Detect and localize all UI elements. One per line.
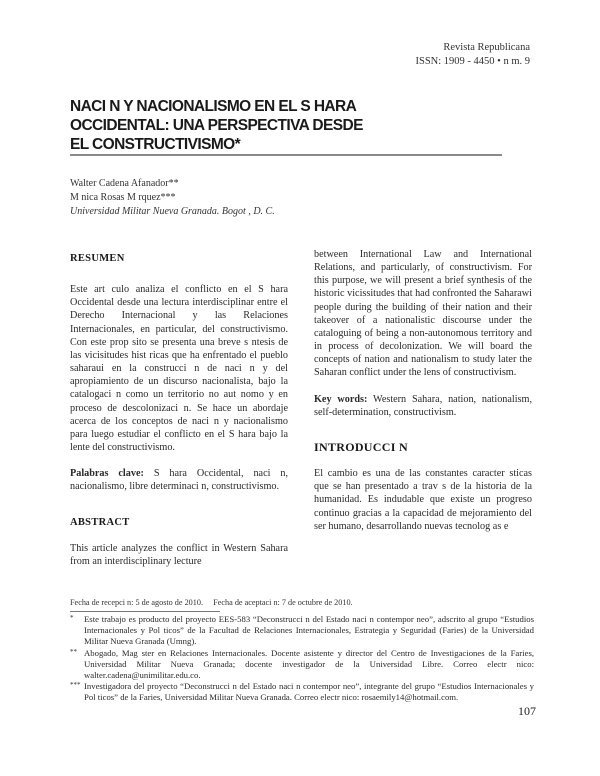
affiliation: Universidad Militar Nueva Granada. Bogot , D. C. bbox=[70, 206, 275, 217]
received-date: Fecha de recepci n: 5 de agosto de 2010. bbox=[70, 598, 203, 607]
key-words-label: Key words: bbox=[314, 393, 368, 405]
introduccion-body: El cambio es una de las constantes caracter sticas que se han presentado a trav s de la historia de la humanidad. Es indudable que existe un progreso continuo gracias a la capacidad de mejoramiento del ser humano, desarrollando nuevas tecnolog as e bbox=[314, 468, 532, 532]
footnote-mark: * bbox=[70, 614, 74, 622]
left-column bbox=[70, 252, 288, 568]
palabras-clave bbox=[70, 467, 288, 493]
introduccion-heading: INTRODUCCI N bbox=[314, 439, 408, 454]
abstract-body-start: This article analyzes the conflict in Western Sahara from an interdisciplinary lecture bbox=[70, 542, 288, 567]
issn-line: ISSN: 1909 - 4450 • n m. 9 bbox=[415, 56, 530, 67]
title-line-3: EL CONSTRUCTIVISMO* bbox=[70, 136, 241, 153]
footnotes bbox=[70, 614, 534, 704]
article-dates bbox=[70, 598, 353, 607]
abstract-body-continued: between International Law and International Relations, and particularly, of constructivism. For this purpose, we will present a brief synthesis of the historic vicissitudes that had confronted the Saharawi people during the building of their nation and their takeover of a nationalistic discourse under the cataloguing of being a non-autonomous territory and in process of decolonization. We will board the concepts of nation and nationalism to study later the Saharan conflict under the lens of constructivism. bbox=[314, 249, 532, 379]
accepted-date: Fecha de aceptaci n: 7 de octubre de 2010. bbox=[213, 598, 353, 607]
footnote-text: Abogado, Mag ster en Relaciones Internacionales. Docente asistente y director del Centro de Investigaciones de la Faries, Universidad Militar Nueva Granada; docente investigador de la Universidad Libre. Correo electr nico: walter.cadena@unimilitar.edu.co. bbox=[84, 647, 534, 681]
abstract-heading: ABSTRACT bbox=[70, 516, 130, 528]
key-words bbox=[314, 393, 532, 419]
title-line-2: OCCIDENTAL: UNA PERSPECTIVA DESDE bbox=[70, 117, 363, 134]
footnote-mark: ** bbox=[70, 647, 77, 656]
journal-name: Revista Republicana bbox=[443, 42, 530, 53]
author-block bbox=[70, 177, 275, 219]
palabras-clave-list: S hara Occidental, naci n, nacionalismo, libre determinaci n, constructivismo. bbox=[70, 468, 288, 493]
footnote bbox=[70, 681, 534, 703]
footnote-text: Investigadora del proyecto “Deconstrucci n del Estado naci n contempor neo”, integrante del grupo “Estudios Internacionales y Pol ticos” de la Faries, Universidad Militar Nueva Granada. Correo electr nico: rosaemily14@hotmail.com. bbox=[84, 681, 534, 703]
key-words-list: Western Sahara, nation, nationalism, self-determination, constructivism. bbox=[314, 393, 532, 418]
author-2: M nica Rosas M rquez*** bbox=[70, 192, 176, 203]
page-number: 107 bbox=[518, 704, 536, 718]
footnote-mark: *** bbox=[70, 681, 81, 690]
footnote-divider bbox=[70, 611, 220, 612]
title-divider bbox=[70, 154, 502, 156]
resumen-heading: RESUMEN bbox=[70, 253, 125, 264]
article-title bbox=[70, 97, 510, 154]
journal-header bbox=[415, 41, 530, 69]
footnote bbox=[70, 648, 534, 682]
palabras-clave-label: Palabras clave: bbox=[70, 468, 144, 480]
footnote-text: Este trabajo es producto del proyecto EES-583 “Deconstrucci n del Estado naci n contempor neo”, adscrito al grupo “Estudios Internacionales y Pol ticos” de la Facultad de Relaciones Internacionales, Estrategia y Seguridad (Faries) de la Universidad Militar Nueva Granada (Umng). bbox=[84, 614, 534, 647]
right-column bbox=[314, 248, 532, 533]
resumen-body: Este art culo analiza el conflicto en el S hara Occidental desde una lectura interdisciplinar entre el Derecho Internacional y las Relaciones Internacionales, en particular, del constructivismo. Con este prop sito se presenta una breve s ntesis de las vicisitudes hist ricas que ha enfrentado el pueblo saharaui en la construcci n de naci n y del apropiamiento de un discurso nacionalista, bajo la catalogaci n como un territorio no aut nomo y en proceso de descolonizaci n. Se hace un abordaje acerca de los conceptos de naci n y nacionalismo para luego estudiar el conflicto en el S hara bajo la lente del constructivismo. bbox=[70, 284, 288, 454]
author-1: Walter Cadena Afanador** bbox=[70, 178, 179, 189]
footnote bbox=[70, 614, 534, 648]
title-line-1: NACI N Y NACIONALISMO EN EL S HARA bbox=[70, 98, 357, 115]
